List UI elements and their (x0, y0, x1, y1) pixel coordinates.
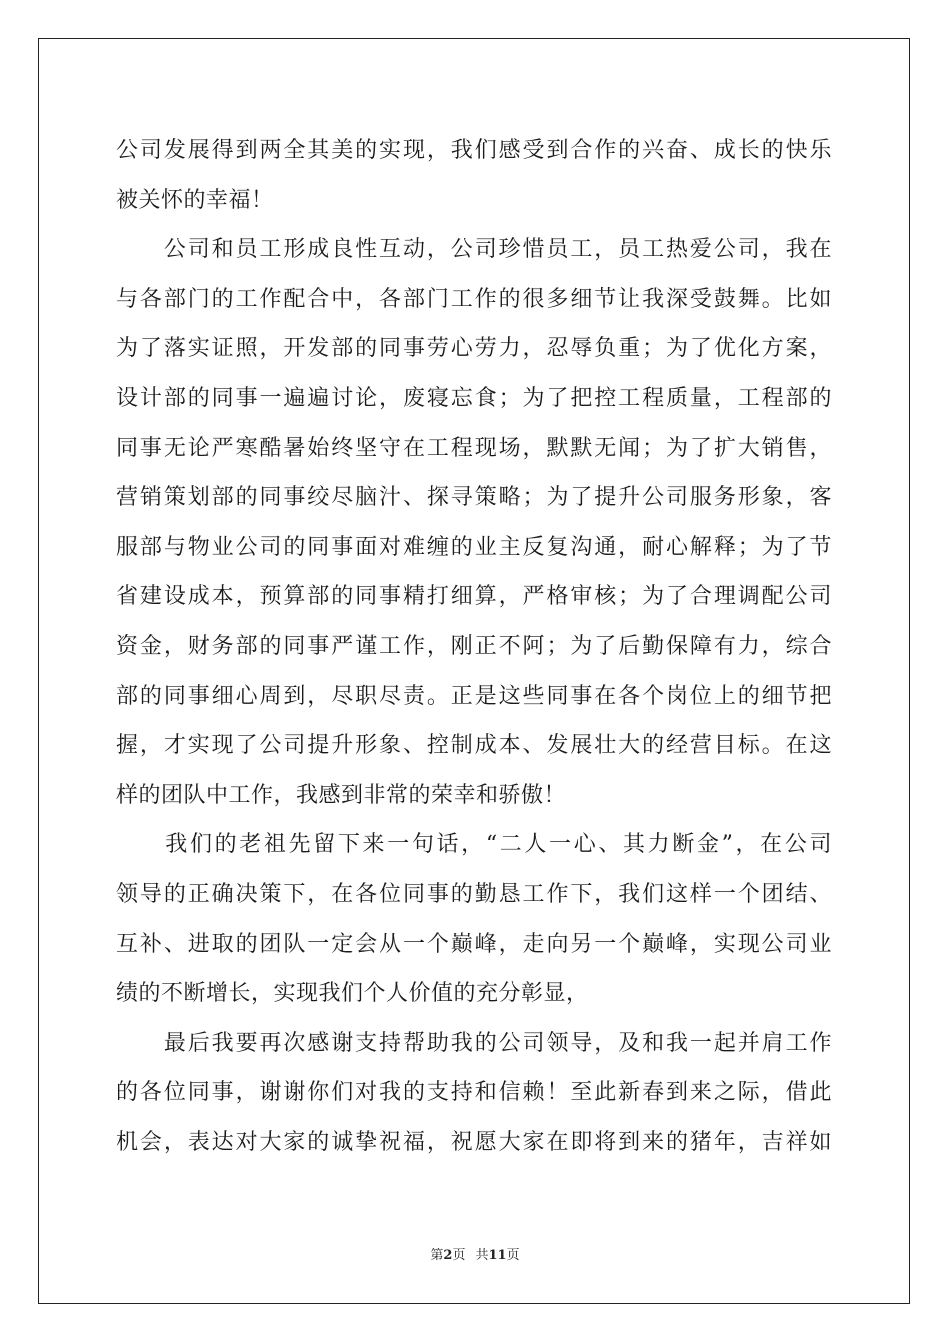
text-line: 与各部门的工作配合中，各部门工作的很多细节让我深受鼓舞。比如 (116, 286, 832, 312)
text-line: 领导的正确决策下，在各位同事的勤恳工作下，我们这样一个团结、 (116, 881, 832, 907)
text-line: 样的团队中工作，我感到非常的荣幸和骄傲！ (116, 782, 567, 808)
text-line: 最后我要再次感谢支持帮助我的公司领导，及和我一起并肩工作 (116, 1030, 832, 1056)
total-label-prefix: 共 (475, 1248, 489, 1263)
paragraph (116, 820, 832, 1018)
text-line: 营销策划部的同事绞尽脑汁、探寻策略；为了提升公司服务形象，客 (116, 485, 832, 511)
text-line: 省建设成本，预算部的同事精打细算，严格审核；为了合理调配公司 (116, 584, 832, 610)
text-line: 为了落实证照，开发部的同事劳心劳力，忍辱负重；为了优化方案， (116, 336, 832, 362)
paragraph (116, 126, 832, 225)
page-footer (0, 1248, 950, 1264)
paragraph (116, 225, 832, 820)
paragraph (116, 1019, 832, 1168)
text-line: 同事无论严寒酷暑始终坚守在工程现场，默默无闻；为了扩大销售， (116, 435, 832, 461)
text-line: 绩的不断增长，实现我们个人价值的充分彰显， (116, 981, 589, 1007)
text-line: 的各位同事，谢谢你们对我的支持和信赖！至此新春到来之际，借此 (116, 1080, 832, 1106)
text-line: 公司发展得到两全其美的实现，我们感受到合作的兴奋、成长的快乐 (116, 138, 832, 163)
document-body (116, 126, 832, 1167)
text-line: 资金，财务部的同事严谨工作，刚正不阿；为了后勤保障有力，综合 (116, 633, 832, 659)
text-line: 互补、进取的团队一定会从一个巅峰，走向另一个巅峰，实现公司业 (116, 931, 832, 957)
page-number: 2 (443, 1248, 453, 1263)
text-line: 我们的老祖先留下来一句话，“二人一心、其力断金”，在公司 (116, 832, 832, 858)
text-line: 服部与物业公司的同事面对难缠的业主反复沟通，耐心解释；为了节 (116, 534, 832, 560)
text-line: 机会，表达对大家的诚挚祝福，祝愿大家在即将到来的猪年，吉祥如 (116, 1129, 832, 1155)
total-label-suffix: 页 (506, 1248, 520, 1263)
page-label-prefix: 第 (430, 1248, 444, 1263)
text-line: 被关怀的幸福！ (116, 187, 274, 213)
text-line: 握，才实现了公司提升形象、控制成本、发展壮大的经营目标。在这 (116, 733, 832, 759)
page-label-suffix: 页 (452, 1248, 466, 1263)
text-line: 公司和员工形成良性互动，公司珍惜员工，员工热爱公司，我在 (116, 237, 832, 263)
total-pages: 11 (488, 1248, 507, 1263)
text-line: 设计部的同事一遍遍讨论，废寝忘食；为了把控工程质量，工程部的 (116, 385, 832, 411)
text-line: 部的同事细心周到，尽职尽责。正是这些同事在各个岗位上的细节把 (116, 683, 832, 709)
